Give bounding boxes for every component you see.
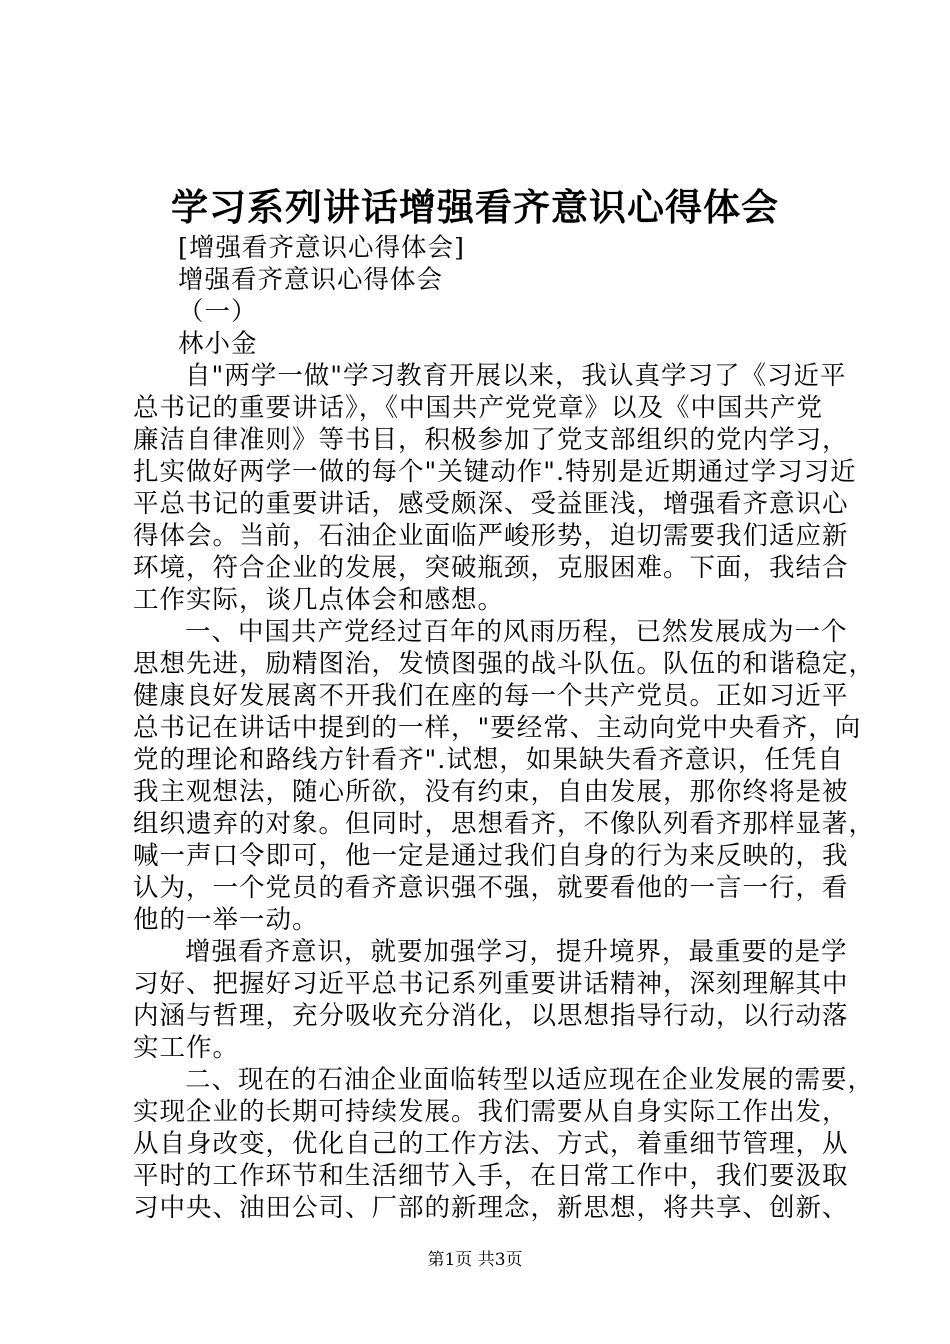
text-line: 思想先进，励精图治，发愤图强的战斗队伍。队伍的和谐稳定， (133, 649, 876, 679)
document-title: 学习系列讲话增强看齐意识心得体会 (171, 185, 779, 229)
text-line: 二、现在的石油企业面临转型以适应现在企业发展的需要， (185, 1065, 875, 1095)
text-line: 林小金 (178, 329, 258, 359)
text-line: 喊一声口令即可，他一定是通过我们自身的行为来反映的，我 (133, 841, 849, 871)
text-line: 认为，一个党员的看齐意识强不强，就要看他的一言一行，看 (133, 873, 849, 903)
text-line: 健康良好发展离不开我们在座的每一个共产党员。正如习近平 (133, 681, 849, 711)
text-line: 我主观想法，随心所欲，没有约束，自由发展，那你终将是被 (133, 777, 849, 807)
text-line: 实现企业的长期可持续发展。我们需要从自身实际工作出发， (133, 1097, 849, 1127)
text-line: 环境，符合企业的发展，突破瓶颈，克服困难。下面，我结合 (133, 553, 849, 583)
text-line: 平时的工作环节和生活细节入手，在日常工作中，我们要汲取 (133, 1161, 849, 1191)
text-line: 实工作。 (133, 1033, 240, 1063)
text-line: 习中央、油田公司、厂部的新理念，新思想，将共享、创新、 (133, 1193, 849, 1223)
text-line: 总书记的重要讲话》，《中国共产党党章》以及《中国共产党 (133, 393, 824, 423)
text-line: 自"两学一做"学习教育开展以来，我认真学习了《习近平 (185, 361, 847, 391)
text-line: 总书记在讲话中提到的一样，"要经常、主动向党中央看齐，向 (133, 713, 862, 743)
text-line: 他的一举一动。 (133, 905, 319, 935)
text-line: 扎实做好两学一做的每个"关键动作".特别是近期通过学习习近 (133, 457, 857, 487)
text-line: 增强看齐意识，就要加强学习，提升境界，最重要的是学 (185, 937, 848, 967)
text-line: 得体会。当前，石油企业面临严峻形势，迫切需要我们适应新 (133, 521, 849, 551)
text-line: 内涵与哲理，充分吸收充分消化，以思想指导行动，以行动落 (133, 1001, 849, 1031)
text-line: 习好、把握好习近平总书记系列重要讲话精神，深刻理解其中 (133, 969, 849, 999)
text-line: 党的理论和路线方针看齐".试想，如果缺失看齐意识，任凭自 (133, 745, 844, 775)
text-line: （一） (178, 297, 258, 327)
text-line: 廉洁自律准则》等书目，积极参加了党支部组织的党内学习， (133, 425, 849, 455)
document-body (133, 232, 876, 1224)
text-line: 一、中国共产党经过百年的风雨历程，已然发展成为一个 (185, 617, 848, 647)
text-line: 组织遗弃的对象。但同时，思想看齐，不像队列看齐那样显著， (133, 809, 876, 839)
text-line: 工作实际，谈几点体会和感想。 (133, 585, 505, 615)
text-line: 平总书记的重要讲话，感受颇深、受益匪浅，增强看齐意识心 (133, 489, 849, 519)
text-line: 从自身改变，优化自己的工作方法、方式，着重细节管理，从 (133, 1129, 849, 1159)
page-number: 第1页 共3页 (427, 1250, 523, 1270)
text-line: 增强看齐意识心得体会 (178, 265, 444, 295)
text-line: [增强看齐意识心得体会] (178, 233, 465, 263)
